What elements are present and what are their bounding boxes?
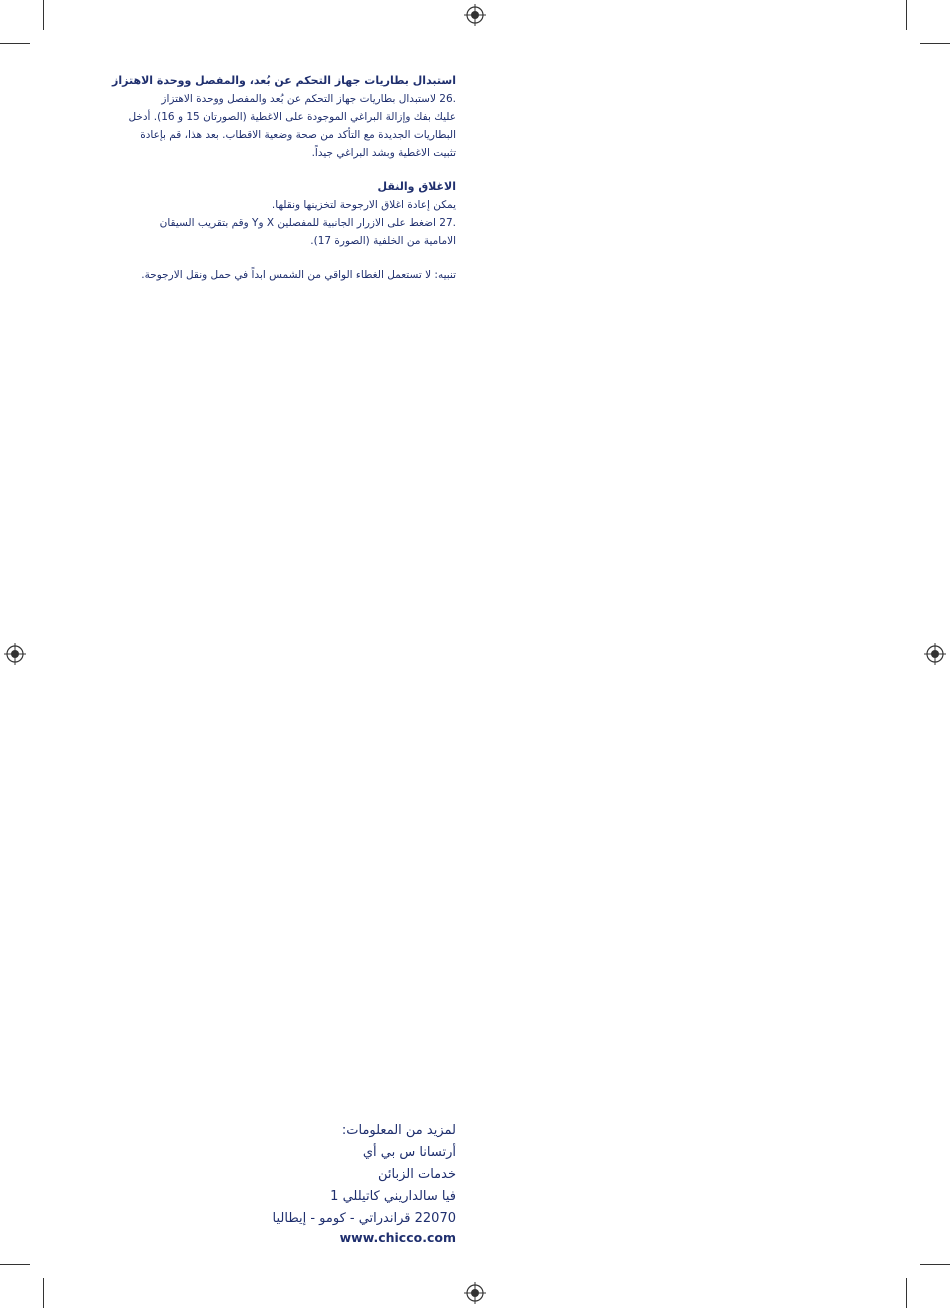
crop-mark-tl-h	[0, 43, 30, 44]
crop-mark-bl-v	[43, 1278, 44, 1308]
instructions-column	[56, 72, 456, 284]
contact-line: خدمات الزبائن	[378, 1167, 456, 1182]
crop-mark-tr-v	[906, 0, 907, 30]
contact-line: 22070 قراندراتي - كومو - إيطاليا	[272, 1211, 456, 1226]
contact-line: أرتسانا س بي أي	[362, 1145, 456, 1160]
registration-mark-icon	[464, 4, 486, 26]
crop-mark-br-v	[906, 1278, 907, 1308]
section-folding-line: يمكن إعادة اغلاق الارجوحة لتخزينها ونقلها.	[271, 199, 456, 211]
registration-mark-icon	[464, 1282, 486, 1304]
contact-line: فيا سالداريني كاتيللي 1	[330, 1189, 456, 1204]
crop-mark-tr-h	[920, 43, 950, 44]
crop-mark-bl-h	[0, 1264, 30, 1265]
warning-text: تنبيه: لا تستعمل الغطاء الواقي من الشمس ابداً في حمل ونقل الارجوحة.	[141, 269, 456, 281]
section-battery-line: تثبيت الاغطية وبشد البراغي جيداً.	[311, 147, 456, 159]
section-folding-line: .27 اضغط على الازرار الجانبية للمفصلين X وY وقم بتقريب السيقان	[159, 217, 456, 229]
registration-mark-icon	[924, 643, 946, 665]
section-battery-line: البطاريات الجديدة مع التأكد من صحة وضعية الاقطاب. بعد هذا، قم بإعادة	[140, 129, 456, 141]
website-link[interactable]: www.chicco.com	[339, 1230, 456, 1245]
section-battery-line: عليك بفك وإزالة البراغي الموجودة على الاغطية (الصورتان 15 و 16). أدخل	[128, 111, 456, 123]
crop-mark-br-h	[920, 1264, 950, 1265]
contact-block	[196, 1120, 456, 1246]
section-battery-title: استبدال بطاريات جهاز التحكم عن بُعد، والمفصل ووحدة الاهتزاز	[112, 74, 456, 87]
section-folding-title: الاغلاق والنقل	[377, 180, 456, 193]
registration-mark-icon	[4, 643, 26, 665]
section-battery-line: .26 لاستبدال بطاريات جهاز التحكم عن بُعد والمفصل ووحدة الاهتزاز	[161, 93, 456, 105]
contact-line: لمزيد من المعلومات:	[341, 1123, 456, 1138]
crop-mark-tl-v	[43, 0, 44, 30]
section-folding-line: الامامية من الخلفية (الصورة 17).	[310, 235, 456, 247]
